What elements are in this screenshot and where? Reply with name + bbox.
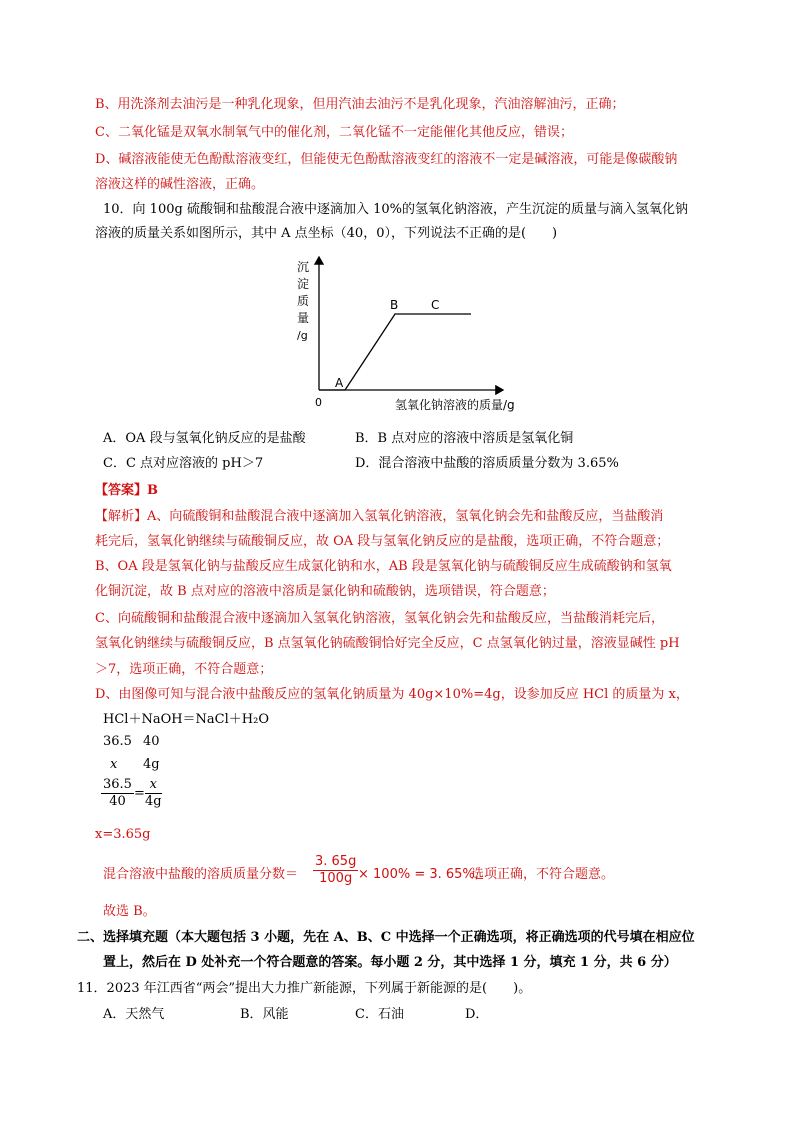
y-label-char-4: 量 xyxy=(297,311,310,325)
q11-option-a: A．天然气 xyxy=(103,1007,165,1022)
explanation-b: B、用洗涤剂去油污是一种乳化现象，但用汽油去油污不是乳化现象，汽油溶解油污，正确； xyxy=(95,97,625,112)
answer-label: 【答案】B xyxy=(95,483,158,498)
calc-middle: × 100% = 3. 65%, xyxy=(358,867,479,882)
q11-option-b: B．风能 xyxy=(240,1007,289,1022)
analysis-line8: D、由图像可知与混合液中盐酸反应的氢氧化钠质量为 40g×10%=4g，设参加反应 HCl 的质量为 x， xyxy=(95,687,689,702)
option-c: C．C 点对应溶液的 pH＞7 xyxy=(103,456,264,471)
calc-fraction-num: 3. 65g xyxy=(315,854,357,869)
calc-suffix: 选项正确，不符合题意。 xyxy=(471,867,615,882)
analysis-line3: B、OA 段是氢氧化钠与盐酸反应生成氯化钠和水，AB 段是氢氧化钠与硫酸铜反应生成硫酸钠和氢氧 xyxy=(95,559,672,574)
section2-heading-line1: 二、选择填充题（本大题包括 3 小题，先在 A、B、C 中选择一个正确选项，将正确选项的代号填在相应位 xyxy=(77,930,695,945)
point-b-label: B xyxy=(390,298,399,312)
q11-option-d: D． xyxy=(465,1007,489,1022)
analysis-line4: 化铜沉淀，故 B 点对应的溶液中溶质是氯化钠和硫酸钠，选项错误，符合题意； xyxy=(95,584,555,599)
molar-mass-hcl: 36.5 xyxy=(103,734,132,749)
analysis-line2: 耗完后，氢氧化钠继续与硫酸铜反应，故 OA 段与氢氧化钠反应的是盐酸，选项正确，不符合题意； xyxy=(95,534,670,549)
molar-mass-naoh: 40 xyxy=(143,734,160,749)
point-a-label: A xyxy=(335,376,344,390)
unknown-x: x xyxy=(110,757,118,772)
fraction-1 xyxy=(101,777,134,810)
analysis-line6: 氢氧化钠继续与硫酸铜反应，B 点氢氧化钠硫酸铜恰好完全反应，C 点氢氧化钠过量，溶液显碱性 pH xyxy=(95,636,680,651)
option-b: B．B 点对应的溶液中溶质是氢氧化铜 xyxy=(355,431,574,446)
fraction-2-den: 4g xyxy=(145,794,162,809)
analysis-line7: ＞7，选项正确，不符合题意； xyxy=(95,662,273,677)
question-11-stem: 11．2023 年江西省“两会”提出大力推广新能源，下列属于新能源的是( )。 xyxy=(77,981,532,996)
explanation-d-line1: D、碱溶液能使无色酚酞溶液变红，但能使无色酚酞溶液变红的溶液不一定是碱溶液，可能是像碳酸钠 xyxy=(95,152,678,167)
precipitate-graph xyxy=(285,253,545,413)
fraction-1-num: 36.5 xyxy=(103,777,132,792)
given-mass: 4g xyxy=(143,757,160,772)
option-a: A．OA 段与氢氧化钠反应的是盐酸 xyxy=(103,431,306,446)
analysis-line5: C、向硫酸铜和盐酸混合液中逐滴加入氢氧化钠溶液，氢氧化钠会先和盐酸反应，当盐酸消耗完后， xyxy=(95,611,664,626)
question-10-line1: 10．向 100g 硫酸铜和盐酸混合液中逐滴加入 10%的氢氧化钠溶液，产生沉淀的质量与滴入氢氧化钠 xyxy=(103,202,688,217)
calc-prefix: 混合溶液中盐酸的溶质质量分数＝ xyxy=(103,867,299,882)
x-axis-label: 氢氧化钠溶液的质量/g xyxy=(395,398,515,412)
fraction-1-den: 40 xyxy=(109,794,126,809)
y-label-char-2: 淀 xyxy=(297,277,310,291)
calc-fraction xyxy=(313,854,358,887)
section2-heading-line2: 置上，然后在 D 处补充一个符合题意的答案。每小题 2 分，其中选择 1 分，填充 1 分，共 6 分） xyxy=(103,955,677,970)
point-c-label: C xyxy=(431,298,440,312)
y-label-char-1: 沉 xyxy=(297,260,310,274)
origin-label: 0 xyxy=(315,396,322,409)
option-d: D．混合溶液中盐酸的溶质质量分数为 3.65% xyxy=(355,456,619,471)
conclusion: 故选 B。 xyxy=(103,904,156,919)
q11-option-c: C．石油 xyxy=(355,1007,404,1022)
explanation-d-line2: 溶液这样的碱性溶液，正确。 xyxy=(95,177,265,192)
y-label-char-3: 质 xyxy=(297,294,310,308)
result-x: x=3.65g xyxy=(95,827,151,842)
question-10-line2: 溶液的质量关系如图所示，其中 A 点坐标（40，0），下列说法不正确的是( ) xyxy=(95,226,558,241)
explanation-c: C、二氧化锰是双氧水制氧气中的催化剂，二氧化锰不一定能催化其他反应，错误； xyxy=(95,125,573,140)
equals-sign: = xyxy=(134,786,145,801)
fraction-2 xyxy=(145,777,162,810)
chemical-equation: HCl＋NaOH＝NaCl＋H₂O xyxy=(103,712,269,727)
y-label-unit: /g xyxy=(297,329,308,342)
calc-fraction-den: 100g xyxy=(319,871,353,886)
fraction-2-num: x xyxy=(145,777,162,794)
analysis-line1: 【解析】A、向硫酸铜和盐酸混合液中逐滴加入氢氧化钠溶液，氢氧化钠会先和盐酸反应，当盐酸消 xyxy=(95,509,664,524)
